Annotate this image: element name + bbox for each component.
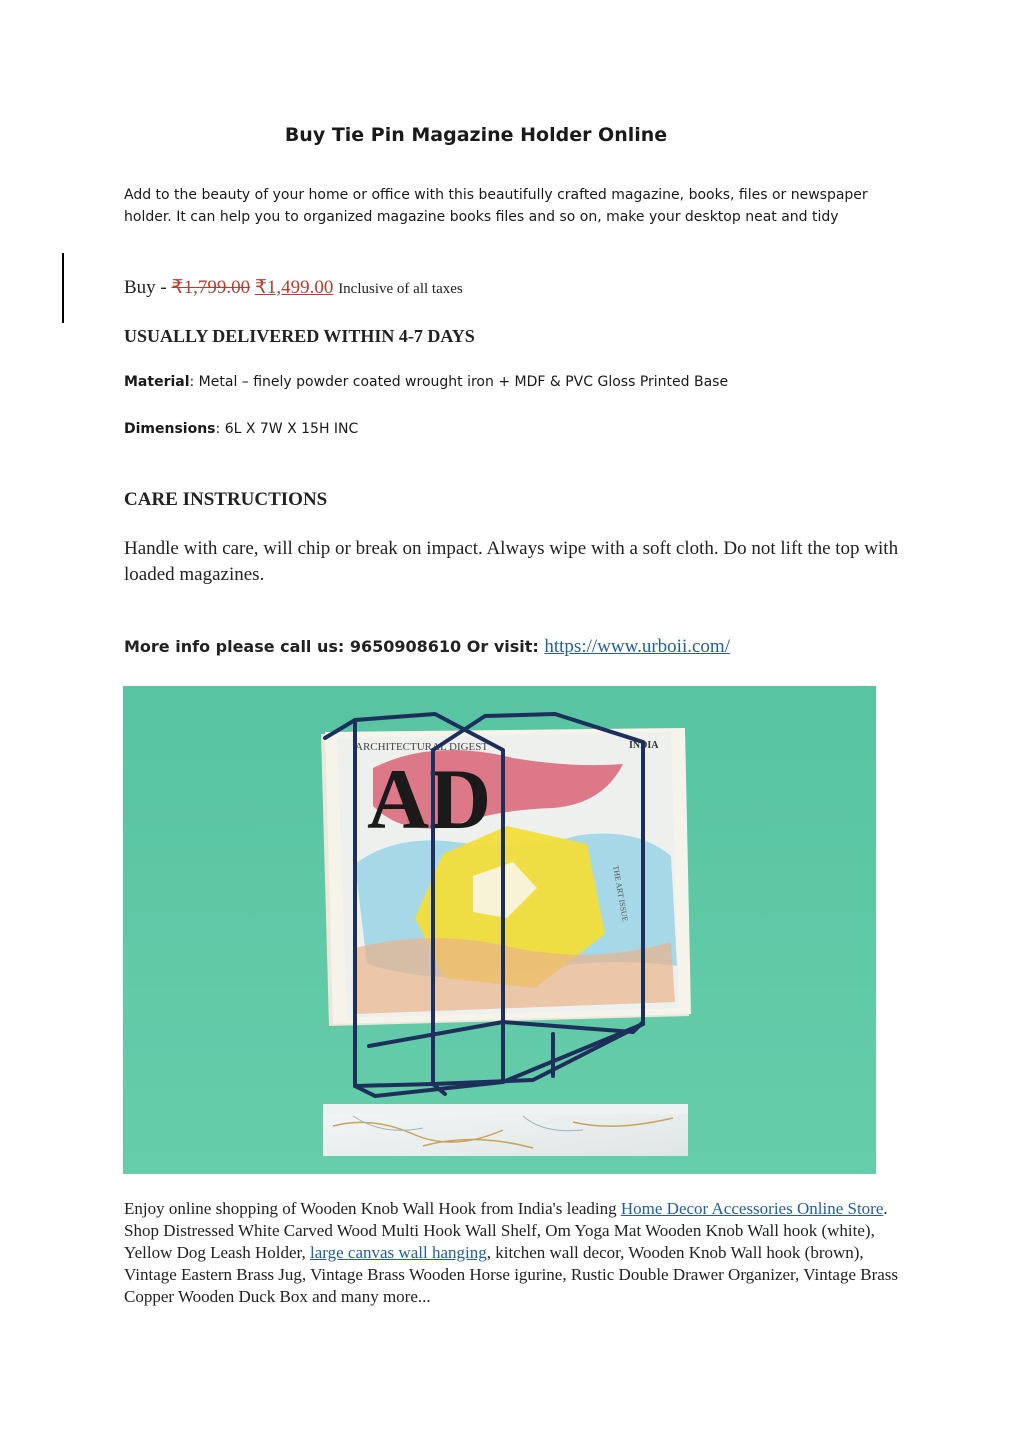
magazine-spine-text: THE ART ISSUE — [611, 864, 630, 923]
footer-text-2: . Shop Distressed White Carved Wood Multi Hook Wall Shelf, Om Yoga Mat Wooden Knob Wall hook (white), Yellow Dog Leash Holder, — [124, 1199, 888, 1262]
magazine-logo: AD — [367, 751, 492, 847]
canvas-wall-hanging-link[interactable]: large canvas wall hanging — [310, 1243, 487, 1262]
material-label: Material — [124, 374, 190, 390]
material-value: : Metal – finely powder coated wrought iron + MDF & PVC Gloss Printed Base — [189, 374, 729, 390]
care-text: Handle with care, will chip or break on impact. Always wipe with a soft cloth. Do not lift the top with loaded magazines. — [124, 538, 899, 585]
care-heading: CARE INSTRUCTIONS — [124, 489, 328, 510]
text-cursor — [62, 253, 64, 323]
dimensions-value: : 6L X 7W X 15H INC — [215, 421, 359, 437]
delivery-note: USUALLY DELIVERED WITHIN 4-7 DAYS — [124, 326, 475, 346]
page-title: Buy Tie Pin Magazine Holder Online — [284, 124, 668, 146]
tax-note: Inclusive of all taxes — [338, 281, 463, 297]
old-price: ₹1,799.00 — [171, 277, 251, 298]
footer-text-3: , kitchen wall decor, Wooden Knob Wall hook (brown), Vintage Eastern Brass Jug, Vintage Brass Wooden Horse igurine, Rustic Double Drawer Organizer, Vintage Brass Copper Wooden Duck Box and many more... — [124, 1243, 899, 1306]
contact-text: More info please call us: 9650908610 Or visit: — [124, 637, 539, 656]
footer-text-1: Enjoy online shopping of Wooden Knob Wall Hook from India's leading — [124, 1199, 621, 1218]
dimensions-spec — [124, 421, 358, 437]
magazine-corner: INDIA — [629, 740, 659, 751]
magazine-masthead: ARCHITECTURAL DIGEST — [355, 741, 489, 753]
intro-paragraph: Add to the beauty of your home or office with this beautifully crafted magazine, books, files or newspaper holder. It can help you to organized magazine books files and so on, make your desktop neat and tidy — [124, 187, 868, 225]
footer-paragraph — [124, 1198, 904, 1308]
dimensions-label: Dimensions — [124, 421, 216, 437]
product-photo — [123, 686, 876, 1174]
material-spec — [124, 374, 728, 390]
home-decor-link[interactable]: Home Decor Accessories Online Store — [620, 1199, 884, 1218]
price-line — [124, 276, 463, 299]
contact-line — [124, 636, 730, 658]
new-price[interactable]: ₹1,499.00 — [254, 277, 334, 298]
website-link[interactable]: https://www.urboii.com/ — [544, 636, 730, 657]
price-prefix: Buy - — [124, 277, 167, 298]
